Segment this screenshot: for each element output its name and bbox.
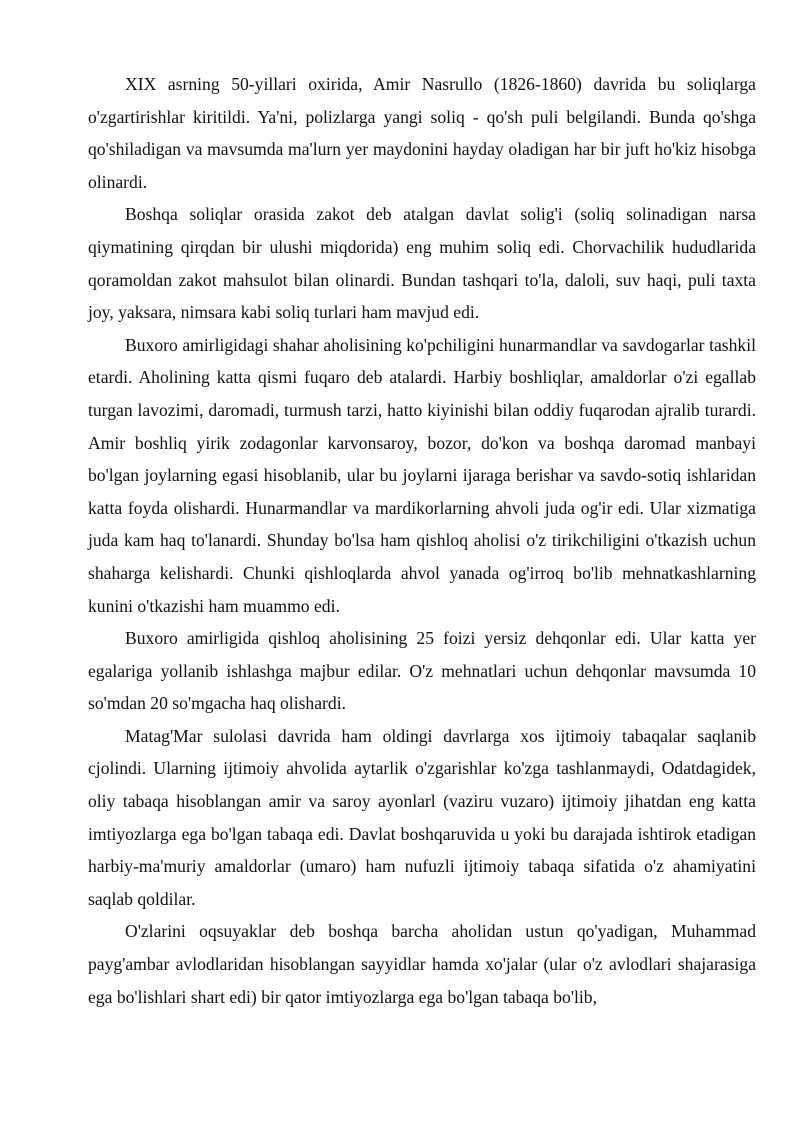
- paragraph-nasrullo-tax-changes: XIX asrning 50-yillari oxirida, Amir Nasrullo (1826-1860) davrida bu soliqlarga o'zgartirishlar kiritildi. Ya'ni, polizlarga yangi soliq - qo'sh puli belgilandi. Bunda qo'shga qo'shiladigan va mavsumda ma'lurn yer maydonini hayday oladigan har bir juft ho'kiz hisobga olinardi.: [88, 74, 756, 192]
- paragraph-social-classes: Matag'Mar sulolasi davrida ham oldingi davrlarga xos ijtimoiy tabaqalar saqlanib cjolindi. Ularning ijtimoiy ahvolida aytarlik o'zgarishlar ko'zga tashlanmaydi, Odatdagidek, oliy tabaqa hisoblangan amir va saroy ayonlarl (vaziru vuzaro) ijtimoiy jihatdan eng katta imtiyozlarga ega bo'lgan tabaqa edi. Davlat boshqaruvida u yoki bu darajada ishtirok etadigan harbiy-ma'muriy amaldorlar (umaro) ham nufuzli ijtimoiy tabaqa sifatida o'z ahamiyatini saqlab qoldilar.: [88, 725, 756, 909]
- paragraph-sayyids-khojas: O'zlarini oqsuyaklar deb boshqa barcha aholidan ustun qo'yadigan, Muhammad payg'ambar avlodlaridan hisoblangan sayyidlar hamda xo'jalar (ular o'z avlodlari shajarasiga ega bo'lishlari shart edi) bir qator imtiyozlarga ega bo'lgan tabaqa bo'lib,: [88, 921, 756, 1007]
- paragraph-city-population: Buxoro amirligidagi shahar aholisining ko'pchiligini hunarmandlar va savdogarlar tashkil etardi. Aholining katta qismi fuqaro deb atalardi. Harbiy boshliqlar, amaldorlar o'zi egallab turgan lavozimi, daromadi, turmush tarzi, hatto kiyinishi bilan oddiy fuqarodan ajralib turardi. Amir boshliq yirik zodagonlar karvonsaroy, bozor, do'kon va boshqa daromad manbayi bo'lgan joylarning egasi hisoblanib, ular bu joylarni ijaraga berishar va savdo-sotiq ishlaridan katta foyda olishardi. Hunarmandlar va mardikorlarning ahvoli juda og'ir edi. Ular xizmatiga juda kam haq to'lanardi. Shunday bo'lsa ham qishloq aholisi o'z tirikchiligini o'tkazish uchun shaharga kelishardi. Chunki qishloqlarda ahvol yanada og'irroq bo'lib mehnatkashlarning kunini o'tkazishi ham muammo edi.: [88, 334, 756, 616]
- paragraph-landless-peasants: Buxoro amirligida qishloq aholisining 25 foizi yersiz dehqonlar edi. Ular katta yer egalariga yollanib ishlashga majbur edilar. O'z mehnatlari uchun dehqonlar mavsumda 10 so'mdan 20 so'mgacha haq olishardi.: [88, 628, 756, 714]
- paragraph-zakot-tax: Boshqa soliqlar orasida zakot deb atalgan davlat solig'i (soliq solinadigan narsa qiymatining qirqdan bir ulushi miqdorida) eng muhim soliq edi. Chorvachilik hududlarida qoramoldan zakot mahsulot bilan olinardi. Bundan tashqari to'la, daloli, suv haqi, puli taxta joy, yaksara, nimsara kabi soliq turlari ham mavjud edi.: [88, 204, 756, 323]
- document-body: [88, 68, 756, 1013]
